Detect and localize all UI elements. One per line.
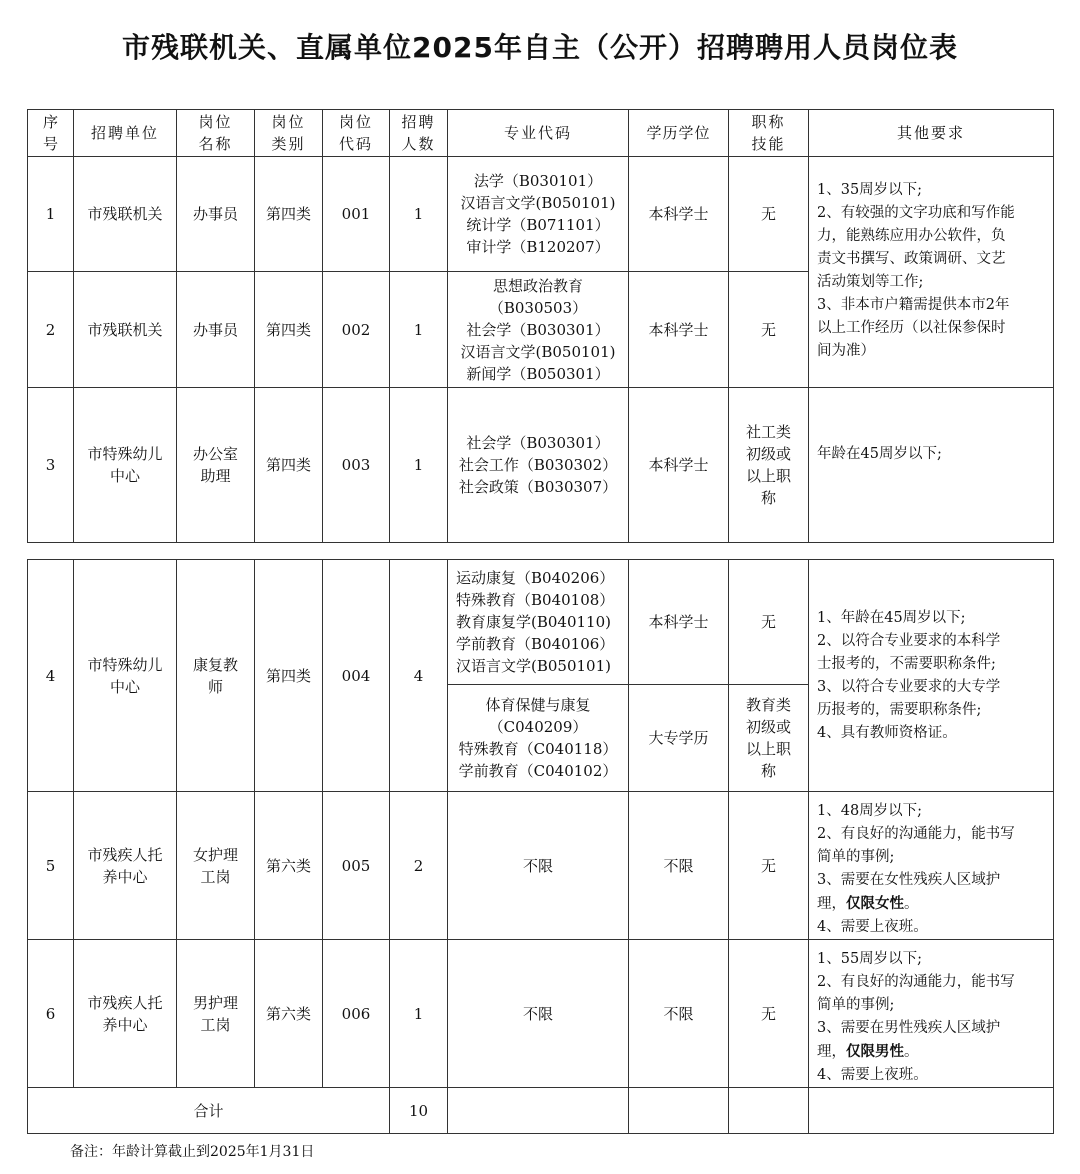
row4-seq: 4 xyxy=(28,560,74,792)
row3-unit: 市特殊幼儿 中心 xyxy=(74,388,177,543)
row3-seq: 3 xyxy=(28,388,74,543)
total-title-empty xyxy=(729,1088,809,1134)
row4-majors-bachelor: 运动康复（B040206） 特殊教育（B040108） 教育康复学(B040110) 学前教育（B040106） 汉语言文学(B050101) xyxy=(448,560,629,685)
total-label: 合计 xyxy=(28,1088,390,1134)
row2-education: 本科学士 xyxy=(629,272,729,388)
row6-unit: 市残疾人托 养中心 xyxy=(74,940,177,1088)
total-majors-empty xyxy=(448,1088,629,1134)
header-row xyxy=(28,110,1054,157)
row1-position: 办事员 xyxy=(177,157,255,272)
row1-seq: 1 xyxy=(28,157,74,272)
row2-count: 1 xyxy=(390,272,448,388)
row5-code: 005 xyxy=(323,792,390,940)
female-only-emphasis: 仅限女性 xyxy=(846,895,904,912)
row4-education-bachelor: 本科学士 xyxy=(629,560,729,685)
row5-type: 第六类 xyxy=(255,792,323,940)
table-row xyxy=(28,792,1054,940)
row4-title-college: 教育类 初级或 以上职 称 xyxy=(729,685,809,792)
row4-type: 第四类 xyxy=(255,560,323,792)
row6-position: 男护理 工岗 xyxy=(177,940,255,1088)
row3-position: 办公室 助理 xyxy=(177,388,255,543)
header-seq: 序 号 xyxy=(28,110,74,157)
row5-seq: 5 xyxy=(28,792,74,940)
recruitment-table-part2 xyxy=(27,559,1054,1134)
row5-count: 2 xyxy=(390,792,448,940)
footnote: 备注：年龄计算截止到2025年1月31日 xyxy=(70,1144,315,1160)
row6-seq: 6 xyxy=(28,940,74,1088)
table-row xyxy=(28,560,1054,685)
row4-title-bachelor: 无 xyxy=(729,560,809,685)
row1-count: 1 xyxy=(390,157,448,272)
row2-unit: 市残联机关 xyxy=(74,272,177,388)
table-row xyxy=(28,157,1054,272)
row3-other-requirements: 年龄在45周岁以下; xyxy=(809,388,1054,543)
row1-code: 001 xyxy=(323,157,390,272)
table-row xyxy=(28,388,1054,543)
row1-majors: 法学（B030101） 汉语言文学(B050101) 统计学（B071101） 审计学（B120207） xyxy=(448,157,629,272)
row2-seq: 2 xyxy=(28,272,74,388)
row5-majors: 不限 xyxy=(448,792,629,940)
header-title-skill: 职称 技能 xyxy=(729,110,809,157)
row3-majors: 社会学（B030301） 社会工作（B030302） 社会政策（B030307） xyxy=(448,388,629,543)
header-position-type: 岗位 类别 xyxy=(255,110,323,157)
row3-title: 社工类 初级或 以上职 称 xyxy=(729,388,809,543)
row4-other-requirements: 1、年龄在45周岁以下; 2、以符合专业要求的本科学 士报考的，不需要职称条件; 3、以符合专业要求的大专学 历报考的，需要职称条件; 4、具有教师资格证。 xyxy=(809,560,1054,792)
row1-2-other-requirements: 1、35周岁以下; 2、有较强的文字功底和写作能 力，能熟练应用办公软件，负 责文书撰写、政策调研、文艺 活动策划等工作; 3、非本市户籍需提供本市2年 以上工作经历（以社保参保时 间为准） xyxy=(809,157,1054,388)
header-unit: 招聘单位 xyxy=(74,110,177,157)
header-major: 专业代码 xyxy=(448,110,629,157)
male-only-emphasis: 仅限男性 xyxy=(846,1043,904,1060)
header-other: 其他要求 xyxy=(809,110,1054,157)
row2-title: 无 xyxy=(729,272,809,388)
total-row xyxy=(28,1088,1054,1134)
row2-position: 办事员 xyxy=(177,272,255,388)
total-other-empty xyxy=(809,1088,1054,1134)
header-position-code: 岗位 代码 xyxy=(323,110,390,157)
table-row xyxy=(28,940,1054,1088)
row6-title: 无 xyxy=(729,940,809,1088)
row5-education: 不限 xyxy=(629,792,729,940)
total-count: 10 xyxy=(390,1088,448,1134)
header-position-name: 岗位 名称 xyxy=(177,110,255,157)
row2-type: 第四类 xyxy=(255,272,323,388)
row1-education: 本科学士 xyxy=(629,157,729,272)
row5-other-requirements: 1、48周岁以下; 2、有良好的沟通能力，能书写 简单的事例; 3、需要在女性残疾人区域护 理，仅限女性。 4、需要上夜班。 xyxy=(809,792,1054,940)
row2-majors: 思想政治教育 （B030503） 社会学（B030301） 汉语言文学(B050101) 新闻学（B050301） xyxy=(448,272,629,388)
row3-type: 第四类 xyxy=(255,388,323,543)
header-hires: 招聘 人数 xyxy=(390,110,448,157)
total-education-empty xyxy=(629,1088,729,1134)
row4-code: 004 xyxy=(323,560,390,792)
row6-majors: 不限 xyxy=(448,940,629,1088)
row4-count: 4 xyxy=(390,560,448,792)
row1-type: 第四类 xyxy=(255,157,323,272)
row6-other-requirements: 1、55周岁以下; 2、有良好的沟通能力，能书写 简单的事例; 3、需要在男性残疾人区域护 理，仅限男性。 4、需要上夜班。 xyxy=(809,940,1054,1088)
header-education: 学历学位 xyxy=(629,110,729,157)
row2-code: 002 xyxy=(323,272,390,388)
row3-count: 1 xyxy=(390,388,448,543)
row1-title: 无 xyxy=(729,157,809,272)
row6-code: 006 xyxy=(323,940,390,1088)
row3-code: 003 xyxy=(323,388,390,543)
row1-unit: 市残联机关 xyxy=(74,157,177,272)
row6-count: 1 xyxy=(390,940,448,1088)
row4-education-college: 大专学历 xyxy=(629,685,729,792)
row6-type: 第六类 xyxy=(255,940,323,1088)
page-title: 市残联机关、直属单位2025年自主（公开）招聘聘用人员岗位表 xyxy=(122,31,958,64)
row5-unit: 市残疾人托 养中心 xyxy=(74,792,177,940)
row4-majors-college: 体育保健与康复 （C040209） 特殊教育（C040118） 学前教育（C040102） xyxy=(448,685,629,792)
recruitment-table-part1 xyxy=(27,109,1054,543)
row4-unit: 市特殊幼儿 中心 xyxy=(74,560,177,792)
row5-title: 无 xyxy=(729,792,809,940)
row4-position: 康复教 师 xyxy=(177,560,255,792)
row3-education: 本科学士 xyxy=(629,388,729,543)
row6-education: 不限 xyxy=(629,940,729,1088)
row5-position: 女护理 工岗 xyxy=(177,792,255,940)
